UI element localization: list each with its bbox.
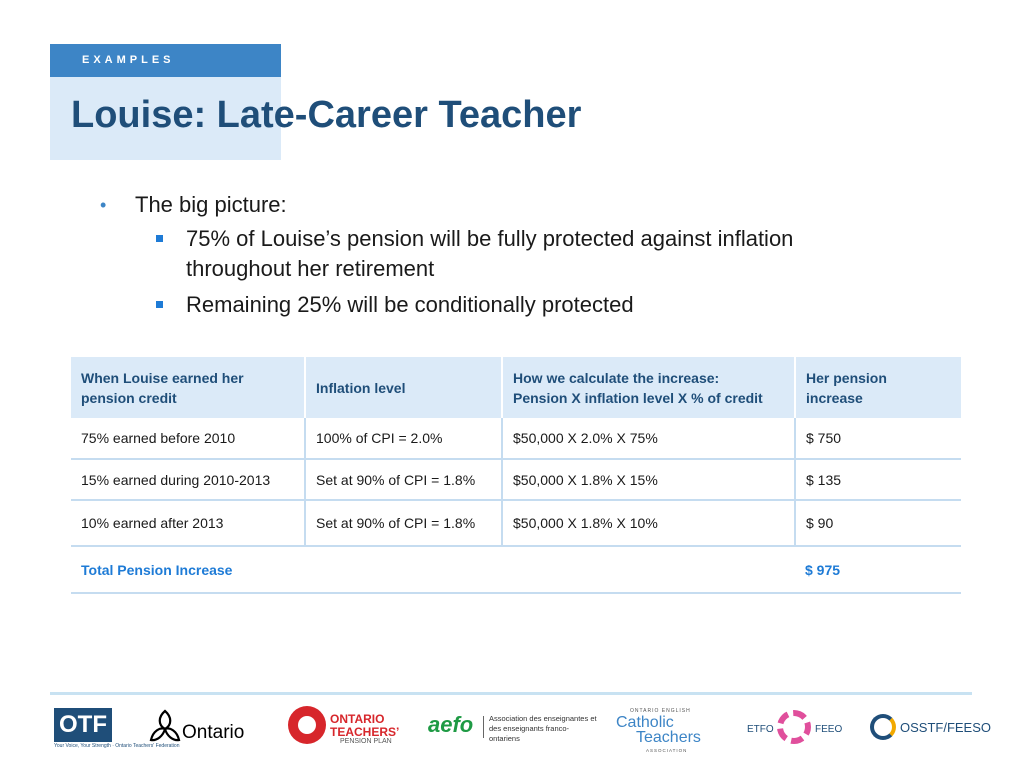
catholic-top: ONTARIO ENGLISH: [630, 708, 691, 714]
bullet-sub-text: 75% of Louise’s pension will be fully protected against inflation throughout her retirement: [186, 226, 794, 281]
ontario-wordmark: Ontario: [182, 722, 245, 743]
table-row: [71, 418, 961, 459]
otpp-line2: TEACHERS’: [330, 725, 400, 739]
header-inflation: [305, 357, 502, 418]
header-calculation-line1: How we calculate the increase:: [513, 369, 720, 386]
header-increase-line2: increase: [806, 389, 863, 406]
table-cell: Set at 90% of CPI = 1.8%: [305, 500, 502, 546]
square-bullet-icon: [156, 235, 163, 242]
bullet-sub-1: [100, 224, 880, 284]
header-calculation-line2: Pension X inflation level X % of credit: [513, 389, 763, 406]
table-cell: $50,000 X 1.8% X 10%: [502, 500, 795, 546]
square-bullet-icon: [156, 301, 163, 308]
bullet-main: [100, 192, 900, 218]
table-cell: 75% earned before 2010: [71, 418, 305, 459]
otpp-logo: [284, 702, 404, 758]
otf-logo: [50, 702, 180, 758]
aefo-separator: [483, 716, 484, 738]
table-cell: $50,000 X 2.0% X 75%: [502, 418, 795, 459]
etfo-right: FEEO: [815, 724, 843, 735]
table-cell: 100% of CPI = 2.0%: [305, 418, 502, 459]
total-value: $ 975: [795, 546, 961, 593]
bullet-sub-text: Remaining 25% will be conditionally protected: [186, 292, 634, 317]
table-row: [71, 500, 961, 546]
header-earned: [71, 357, 305, 418]
etfo-ring-icon: [777, 710, 811, 744]
aefo-logo: [428, 702, 608, 758]
table-cell: $ 135: [795, 459, 961, 500]
table-cell: $ 90: [795, 500, 961, 546]
apple-icon: [288, 706, 326, 744]
table-header-row: [71, 357, 961, 418]
footer-divider: [50, 692, 972, 695]
table-cell: $ 750: [795, 418, 961, 459]
aefo-desc-line2: des enseignants franco-ontariens: [489, 724, 570, 743]
header-increase: [795, 357, 961, 418]
pension-increase-table: [71, 357, 961, 594]
bullet-list: [100, 192, 900, 320]
otpp-line1: ONTARIO: [330, 712, 385, 726]
header-earned-line1: When Louise earned her: [81, 369, 244, 386]
otf-tagline: Your Voice, Your Strength · Ontario Teachers' Federation: [54, 743, 180, 749]
aefo-description: [489, 714, 599, 744]
ontario-logo: [148, 702, 258, 758]
bullet-dot-icon: •: [100, 195, 107, 215]
osstf-circle-icon: [870, 714, 896, 740]
osstf-wordmark: OSSTF/FEESO: [900, 720, 992, 735]
catholic-bottom: ASSOCIATION: [646, 748, 688, 753]
otf-mark: OTF: [54, 708, 112, 742]
footer-logos: [50, 702, 992, 758]
aefo-mark: aefo: [428, 712, 474, 737]
table-cell: $50,000 X 1.8% X 15%: [502, 459, 795, 500]
header-increase-line1: Her pension: [806, 369, 887, 386]
header-calculation: [502, 357, 795, 418]
slide-title: Louise: Late-Career Teacher: [71, 94, 582, 136]
catholic-line2: Teachers: [636, 729, 701, 746]
total-row: [71, 546, 961, 593]
total-label: Total Pension Increase: [71, 546, 795, 593]
catholic-teachers-logo: [616, 702, 726, 758]
table-cell: 15% earned during 2010-2013: [71, 459, 305, 500]
header-earned-line2: pension credit: [81, 389, 177, 406]
table-cell: Set at 90% of CPI = 1.8%: [305, 459, 502, 500]
bullet-sub-2: [100, 290, 880, 320]
trillium-icon: [148, 708, 182, 746]
etfo-logo: [747, 702, 847, 758]
table-row: [71, 459, 961, 500]
table-cell: 10% earned after 2013: [71, 500, 305, 546]
catholic-line1: Catholic: [616, 714, 674, 731]
bullet-main-text: The big picture:: [135, 192, 287, 217]
osstf-logo: [870, 702, 992, 758]
etfo-left: ETFO: [747, 724, 774, 735]
catholic-name: [616, 715, 716, 745]
header-inflation-text: Inflation level: [316, 379, 406, 396]
otpp-line3: PENSION PLAN: [340, 738, 392, 745]
section-label: EXAMPLES: [50, 44, 281, 77]
aefo-desc-line1: Association des enseignantes et: [489, 714, 597, 723]
